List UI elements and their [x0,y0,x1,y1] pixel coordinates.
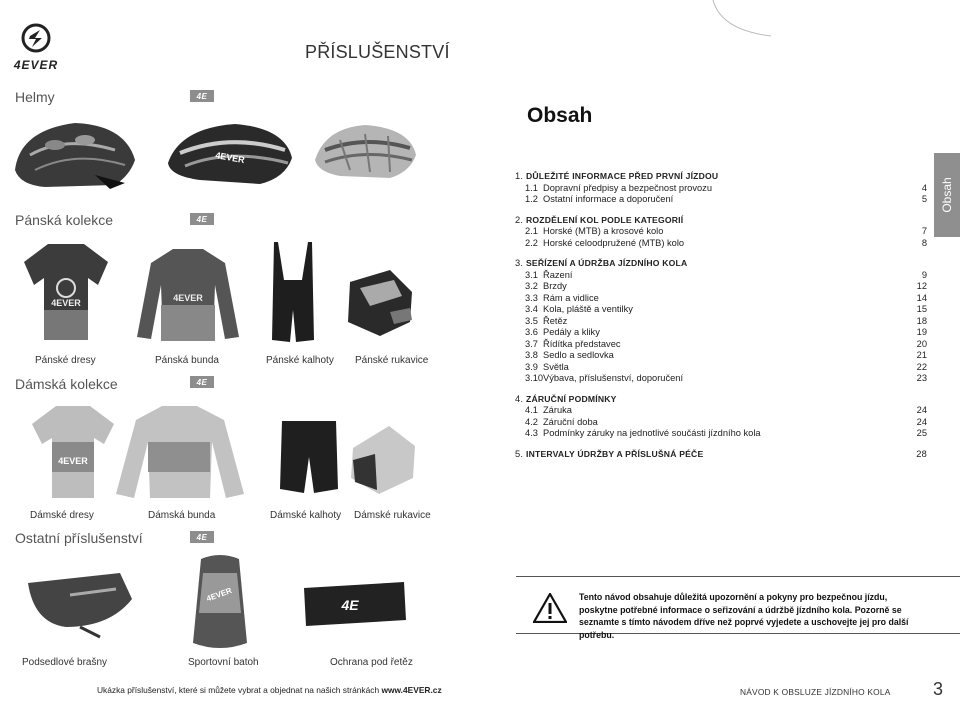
toc-entry-number: 2.2 [525,237,538,248]
toc-entry[interactable] [515,269,927,281]
toc-entry[interactable] [515,428,927,440]
toc-entry-page: 20 [916,338,927,349]
footer-note [97,685,442,695]
section-womens-title: Dámská kolekce [15,376,118,392]
toc-entry-title: Řetěz [543,315,568,326]
mens-gloves-image [340,262,420,342]
footer-note-text: Ukázka příslušenství, které si můžete vybrat a objednat na našich stránkách [97,685,382,695]
caption-womens-pants: Dámské kalhoty [270,510,342,521]
toc-entry-title: Pedály a kliky [543,327,600,338]
toc-section-number: 2. [515,214,524,225]
toc-entry-title: Horské (MTB) a krosové kolo [543,226,664,237]
toc-section [515,257,927,384]
toc-section-number: 3. [515,258,524,268]
corner-decoration [711,0,771,40]
toc-entry-page: 12 [916,281,927,292]
mens-pants-image [268,240,318,345]
toc-entry-page: 14 [916,292,927,303]
toc-entry-title: Záruční doba [543,416,598,427]
page-number: 3 [933,679,944,699]
toc-entry-number: 3.3 [525,292,538,303]
svg-text:4E: 4E [341,597,359,613]
caption-saddle-bags: Podsedlové brašny [22,657,108,668]
toc-entry[interactable] [515,281,927,293]
toc-entry-page: 24 [916,416,927,427]
toc-entry-number: 3.6 [525,327,538,338]
toc-entry-page: 5 [921,194,927,205]
section-other-title: Ostatní příslušenství [15,530,143,546]
toc-entry[interactable] [515,182,927,194]
toc-section [515,393,927,440]
toc-section-heading[interactable] [515,170,927,182]
toc-entry-title: Sedlo a sedlovka [543,350,614,361]
section-mens-title: Pánská kolekce [15,212,114,228]
toc-entry-title: Výbava, příslušenství, doporučení [543,373,684,384]
brand-badge: 4E [190,213,214,225]
toc-entry[interactable] [515,338,927,350]
toc-section-page: 28 [916,448,927,459]
toc-entry[interactable] [515,304,927,316]
toc-entry-title: Světla [543,361,569,372]
toc-section-title: SEŘÍZENÍ A ÚDRŽBA JÍZDNÍHO KOLA [526,258,688,268]
brand-logo [0,22,72,72]
womens-gloves-image [345,420,420,500]
section-helmets-title: Helmy [15,89,55,105]
toc-section-title: ZÁRUČNÍ PODMÍNKY [526,393,617,404]
toc-entry[interactable] [515,226,927,238]
toc-entry[interactable] [515,327,927,339]
toc-entry-page: 18 [916,315,927,326]
toc-entry-number: 2.1 [525,226,538,237]
warning-text: Tento návod obsahuje důležitá upozornění a pokyny pro bezpečnou jízdu, poskytne potřebné informace o seřizování a údržbě jízdního kola. Pozorně se seznamte s tímto návodem dříve než poprvé vyjedete a uschovejte jej pro další potřebu. [579,592,909,640]
toc-entry-number: 4.3 [525,428,538,439]
toc-section-number: 5. [515,448,524,459]
table-of-contents [515,170,927,468]
toc-entry-title: Horské celoodpružené (MTB) kolo [543,237,685,248]
toc-entry-number: 3.1 [525,269,538,280]
toc-section-title: ROZDĚLENÍ KOL PODLE KATEGORIÍ [526,214,684,225]
toc-entry-number: 4.1 [525,405,538,416]
toc-entry-number: 3.4 [525,304,538,315]
toc-entry-number: 1.2 [525,194,538,205]
svg-text:4EVER: 4EVER [173,293,203,303]
brand-badge: 4E [190,376,214,388]
toc-entry-number: 3.7 [525,338,538,349]
footer-website-link[interactable]: www.4EVER.cz [381,685,442,695]
toc-section-number: 4. [515,393,524,404]
toc-section-heading[interactable] [515,214,927,226]
caption-mens-jacket: Pánská bunda [155,355,219,366]
toc-entry-page: 15 [916,304,927,315]
svg-text:4EVER: 4EVER [214,150,246,166]
toc-entry-number: 3.10 [525,373,544,384]
saddle-bag-image [20,565,140,640]
helmet-image-1 [5,115,145,195]
toc-section-heading[interactable] [515,448,927,460]
footer-manual-title: NÁVOD K OBSLUZE JÍZDNÍHO KOLA [740,687,891,697]
toc-section [515,170,927,205]
caption-mens-pants: Pánské kalhoty [266,355,334,366]
toc-section-number: 1. [515,171,524,181]
toc-entry-title: Dopravní předpisy a bezpečnost provozu [543,182,712,193]
toc-entry-title: Řazení [543,269,573,280]
toc-entry-number: 3.8 [525,350,538,361]
side-tab-label: Obsah [940,177,954,213]
toc-entry[interactable] [515,237,927,249]
toc-entry-title: Ostatní informace a doporučení [543,194,674,205]
svg-text:4EVER: 4EVER [51,298,81,308]
toc-entry-title: Brzdy [543,281,567,292]
toc-entry-page: 23 [916,373,927,384]
toc-section-title: DŮLEŽITÉ INFORMACE PŘED PRVNÍ JÍZDOU [526,171,719,181]
helmet-image-2 [160,118,300,198]
toc-entry-number: 3.2 [525,281,538,292]
caption-backpack: Sportovní batoh [188,657,259,668]
womens-jersey-image [28,402,118,502]
toc-section [515,214,927,249]
toc-entry-page: 21 [916,350,927,361]
toc-entry-title: Řídítka představec [543,338,621,349]
toc-entry[interactable] [515,350,927,362]
toc-entry-page: 19 [916,327,927,338]
toc-entry-page: 7 [921,226,927,237]
helmet-image-3 [310,120,420,190]
toc-entry[interactable] [515,315,927,327]
brand-badge: 4E [190,90,214,102]
toc-entry-page: 9 [921,269,927,280]
caption-chain-guard: Ochrana pod řetěz [330,657,413,668]
toc-entry-page: 4 [921,182,927,193]
page-title: PŘÍSLUŠENSTVÍ [305,42,450,62]
womens-pants-image [278,417,340,497]
caption-womens-gloves: Dámské rukavice [354,510,431,521]
toc-entry-number: 3.9 [525,361,538,372]
toc-entry[interactable] [515,373,927,385]
side-tab [934,153,960,237]
toc-section-heading[interactable] [515,393,927,405]
chain-guard-image [300,580,410,630]
toc-section [515,448,927,460]
toc-entry-number: 1.1 [525,182,538,193]
caption-mens-jersey: Pánské dresy [35,355,96,366]
toc-entry[interactable] [515,194,927,206]
brand-badge: 4E [190,531,214,543]
toc-entry-number: 3.5 [525,315,538,326]
svg-text:4EVER: 4EVER [205,585,234,604]
toc-entry-page: 24 [916,405,927,416]
toc-entry-title: Rám a vidlice [543,292,599,303]
toc-entry[interactable] [515,416,927,428]
logo-text: 4EVER [13,58,59,72]
mens-jacket-image [133,245,243,345]
mens-jersey-image [20,240,112,345]
toc-entry-page: 22 [916,361,927,372]
toc-entry-title: Podmínky záruky na jednotlivé součásti jízdního kola [543,428,761,439]
womens-jacket-image [112,402,247,502]
toc-entry[interactable] [515,361,927,373]
backpack-image [185,553,255,653]
toc-entry-number: 4.2 [525,416,538,427]
toc-entry[interactable] [515,405,927,417]
caption-womens-jacket: Dámská bunda [148,510,216,521]
toc-entry-page: 8 [921,237,927,248]
svg-text:4EVER: 4EVER [58,456,88,466]
toc-entry-title: Kola, pláště a ventilky [543,304,633,315]
toc-entry[interactable] [515,292,927,304]
toc-section-title: INTERVALY ÚDRŽBY A PŘÍSLUŠNÁ PÉČE [526,448,704,459]
caption-womens-jersey: Dámské dresy [30,510,94,521]
toc-entry-page: 25 [916,428,927,439]
toc-section-heading[interactable] [515,257,927,269]
warning-icon [533,593,567,623]
caption-mens-gloves: Pánské rukavice [355,355,429,366]
toc-title: Obsah [527,104,593,127]
toc-entry-title: Záruka [543,405,572,416]
